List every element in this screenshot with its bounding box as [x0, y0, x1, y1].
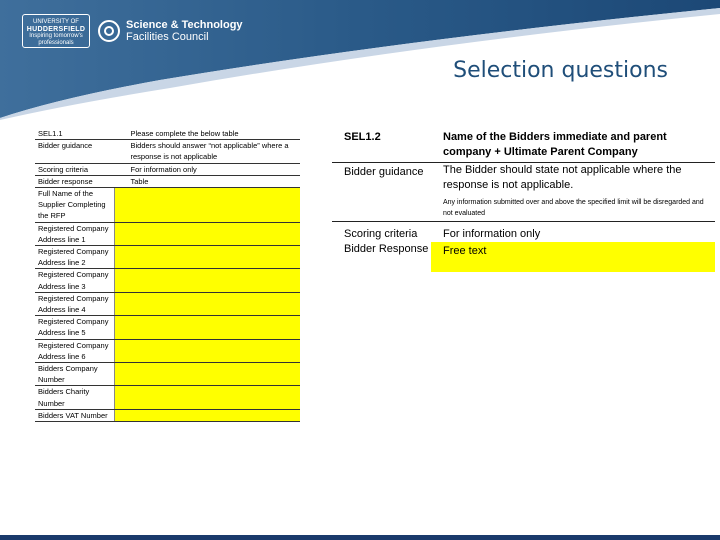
sel12-label: SEL1.2 [332, 127, 431, 163]
guidance-note: Any information submitted over and above the specified limit will be disregarded and not evaluated [443, 199, 704, 217]
guidance-text: The Bidder should state not applicable where the response is not applicable. [443, 164, 682, 191]
field-input[interactable] [115, 269, 301, 292]
sel12-text: Name of the Bidders immediate and parent company + Ultimate Parent Company [431, 127, 715, 163]
field-label: Registered Company Address line 6 [35, 339, 115, 362]
guidance-text: Bidders should answer “not applicable” where a response is not applicable [130, 141, 289, 162]
field-input[interactable] [115, 222, 301, 245]
field-input[interactable] [115, 363, 301, 386]
scoring-text: For information only [115, 163, 301, 175]
response-label: Bidder response [35, 175, 115, 187]
left-question-table [35, 128, 300, 422]
field-label: Bidders Company Number [35, 363, 115, 386]
stfc-logo: Science & Technology Facilities Council [98, 16, 243, 46]
page-title: Selection questions [453, 58, 668, 83]
field-label: Registered Company Address line 4 [35, 292, 115, 315]
response-input[interactable]: Free text [431, 242, 715, 272]
field-input[interactable] [115, 246, 301, 269]
response-label: Bidder Response [344, 243, 429, 255]
university-logo: UNIVERSITY OF HUDDERSFIELD Inspiring tomorrow's professionals [22, 14, 90, 48]
right-question-table [332, 127, 715, 272]
field-label: Full Name of the Supplier Completing the RFP [35, 188, 115, 223]
sel11-label: SEL1.1 [35, 128, 115, 140]
footer-bar [0, 535, 720, 540]
field-input[interactable] [115, 316, 301, 339]
field-label: Registered Company Address line 3 [35, 269, 115, 292]
field-label: Bidders Charity Number [35, 386, 115, 409]
scoring-label: Scoring criteria [35, 163, 115, 175]
field-input[interactable] [115, 409, 301, 421]
field-input[interactable] [115, 339, 301, 362]
field-input[interactable] [115, 386, 301, 409]
field-label: Registered Company Address line 2 [35, 246, 115, 269]
field-input[interactable] [115, 188, 301, 223]
field-label: Bidders VAT Number [35, 409, 115, 421]
guidance-label: Bidder guidance [38, 141, 93, 151]
scoring-label: Scoring criteria [344, 228, 418, 240]
field-label: Registered Company Address line 5 [35, 316, 115, 339]
scoring-text: For information only [443, 228, 541, 240]
response-text: Table [115, 175, 301, 187]
field-input[interactable] [115, 292, 301, 315]
field-label: Registered Company Address line 1 [35, 222, 115, 245]
guidance-label: Bidder guidance [332, 163, 431, 222]
stfc-logo-icon [98, 20, 120, 42]
sel11-text: Please complete the below table [115, 128, 301, 140]
